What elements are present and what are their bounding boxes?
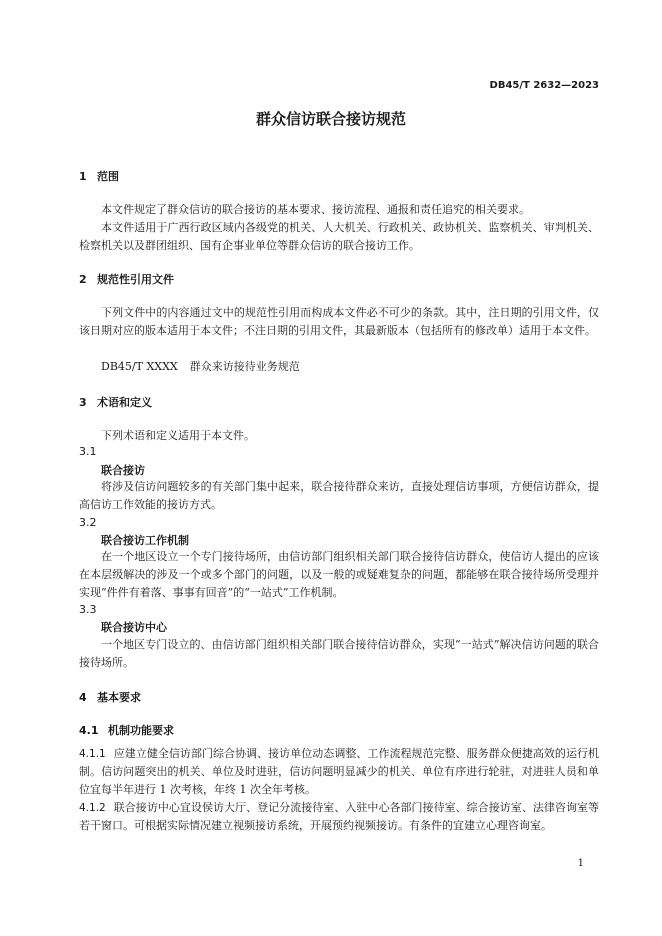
term-definition: 一个地区专门设立的、由信访部门组织相关部门联合接待信访群众，实现“一站式”解决信访问题的联合接待场所。 [79, 638, 599, 669]
term-number: 3.2 [79, 516, 97, 529]
term-number: 3.1 [79, 445, 97, 458]
term-definition: 将涉及信访问题较多的有关部门集中起来，联合接待群众来访，直接处理信访事项，方便信访群众，提高信访工作效能的接访方式。 [79, 480, 599, 511]
section-number: 4 [79, 691, 87, 704]
section-title: 术语和定义 [97, 396, 152, 409]
section-title: 范围 [97, 170, 119, 183]
clause-text: 联合接访中心宜设侯访大厅、登记分流接待室、入驻中心各部门接待室、综合接访室、法律咨询室等若干窗口。可根据实际情况建立视频接访系统，开展预约视频接访。有条件的宜建立心理咨询室。 [79, 801, 599, 832]
section-title: 基本要求 [97, 691, 141, 704]
reference-title: 群众来访接待业务规范 [189, 360, 300, 373]
term-definition: 在一个地区设立一个专门接待场所，由信访部门组织相关部门联合接待信访群众，使信访人提出的应该在本层级解决的涉及一个或多个部门的问题，以及一般的或疑难复杂的问题，都能够在联合接待场所受理并实现“件件有着落、事事有回音”的“一站式”工作机制。 [79, 550, 599, 599]
clause-4-1-2 [79, 799, 599, 835]
standard-code: DB45/T 2632—2023 [489, 80, 599, 91]
document-title: 群众信访联合接访规范 [255, 110, 406, 128]
term-name: 联合接访中心 [101, 621, 167, 634]
clause-4-1-1 [79, 745, 599, 799]
clause-number: 4.1.2 [79, 802, 106, 814]
term-name: 联合接访 [101, 464, 145, 477]
term-name: 联合接访工作机制 [101, 534, 189, 547]
section-4-heading [79, 689, 141, 705]
section-1-heading [79, 168, 119, 184]
section-2-paragraph-1: 下列文件中的内容通过文中的规范性引用而构成本文件必不可少的条款。其中，注日期的引用文件，仅该日期对应的版本适用于本文件；不注日期的引用文件，其最新版本（包括所有的修改单）适用于本文件。 [79, 306, 599, 337]
section-1-paragraph-1: 本文件规定了群众信访的联合接访的基本要求、接访流程、通报和责任追究的相关要求。 [101, 203, 530, 216]
page-number: 1 [577, 858, 584, 869]
section-1-paragraph-2: 本文件适用于广西行政区域内各级党的机关、人大机关、行政机关、政协机关、监察机关、审判机关、检察机关以及群团组织、国有企事业单位等群众信访的联合接访工作。 [79, 221, 599, 252]
section-3-heading [79, 394, 152, 410]
reference-code: DB45/T XXXX [101, 360, 178, 373]
section-number: 2 [79, 273, 87, 286]
section-number: 3 [79, 396, 87, 409]
section-number: 1 [79, 170, 87, 183]
subsection-4-1-heading [79, 722, 174, 738]
section-2-heading [79, 271, 174, 287]
clause-number: 4.1.1 [79, 748, 106, 760]
term-number: 3.3 [79, 603, 97, 616]
clause-text: 应建立健全信访部门综合协调、接访单位动态调整、工作流程规范完整、服务群众便捷高效的运行机制。信访问题突出的机关、单位及时进驻，信访问题明显减少的机关、单位有序进行轮驻，对进驻人员和单位宜每半年进行 1 次考核，年终 1 次全年考核。 [79, 747, 599, 796]
subsection-number: 4.1 [79, 724, 99, 737]
section-title: 规范性引用文件 [97, 273, 174, 286]
normative-reference-item [101, 358, 300, 374]
subsection-title: 机制功能要求 [108, 724, 174, 737]
section-3-intro: 下列术语和定义适用于本文件。 [101, 429, 255, 442]
